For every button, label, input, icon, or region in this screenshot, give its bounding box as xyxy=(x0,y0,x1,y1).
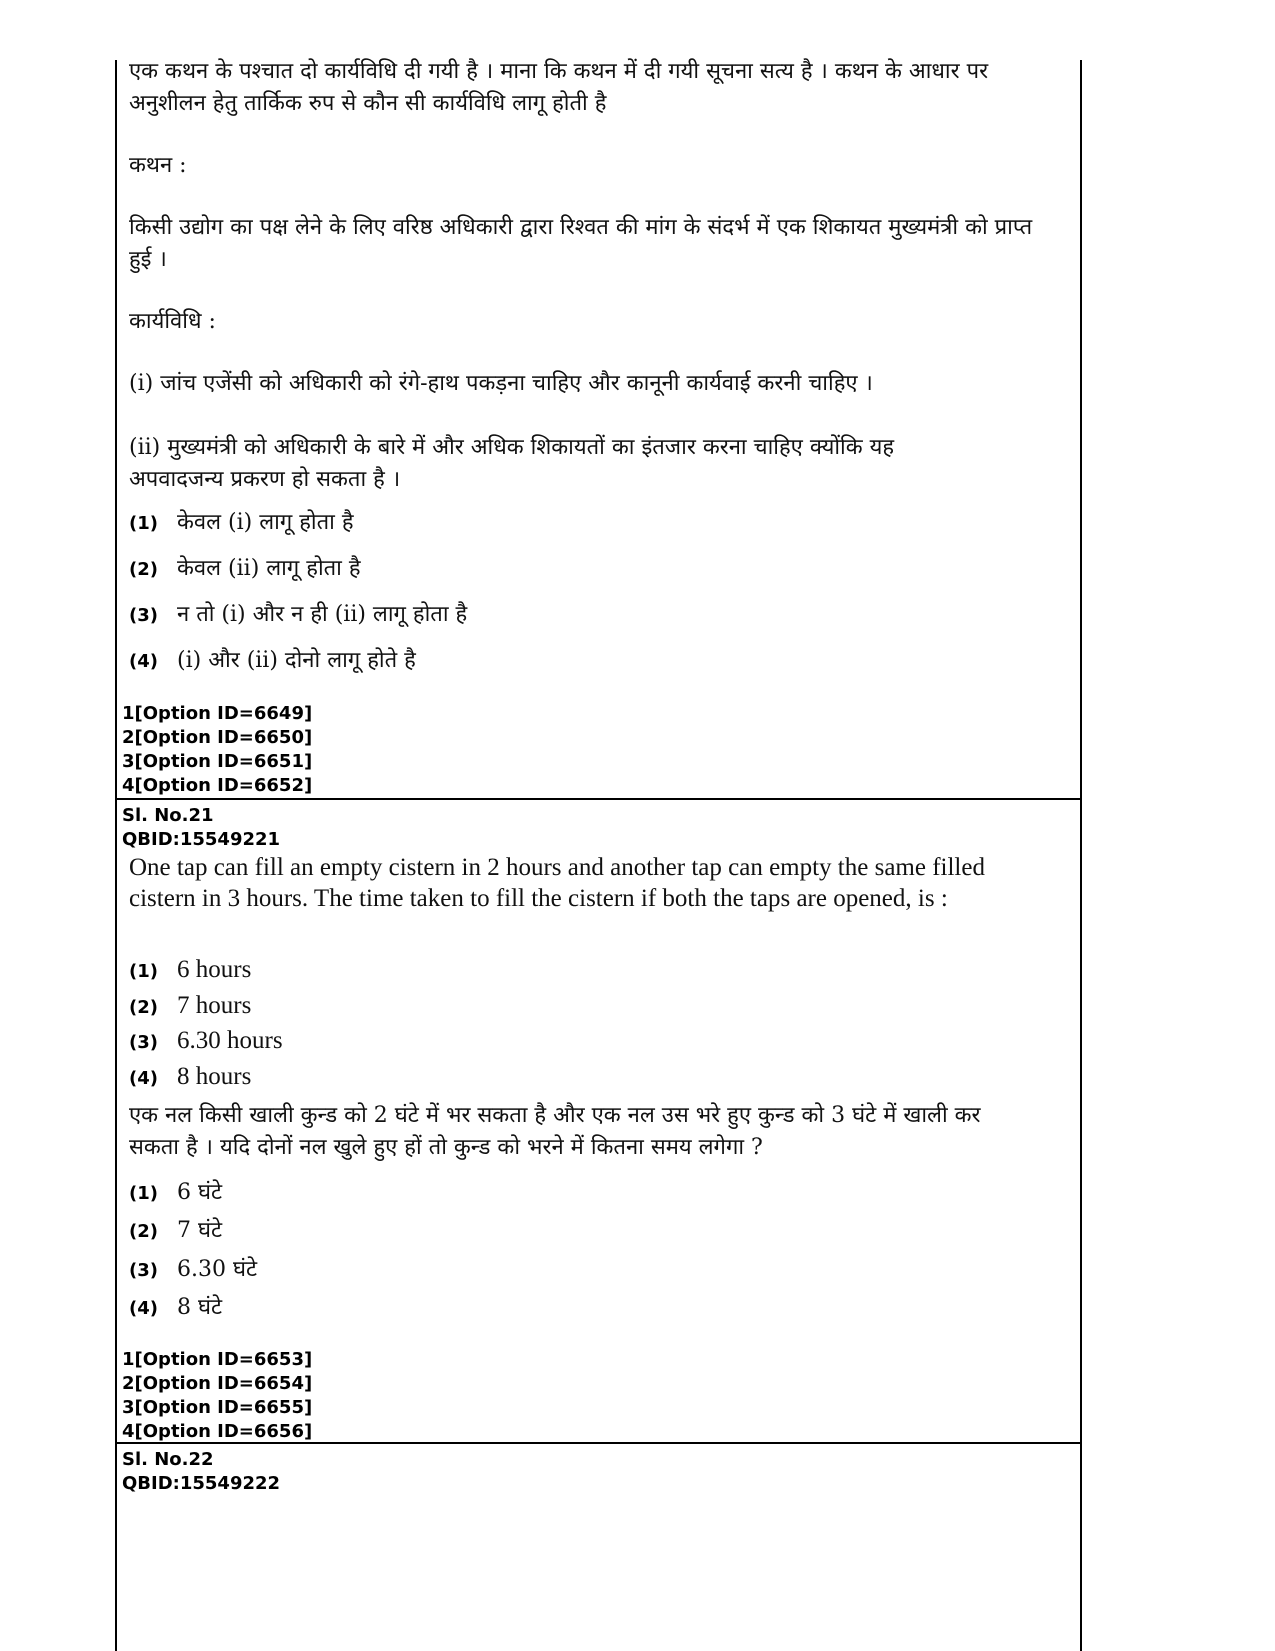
option-id: 3[Option ID=6651] xyxy=(122,751,313,772)
q21-header xyxy=(122,804,280,852)
serial-number: Sl. No.21 xyxy=(122,805,214,826)
option-text: न तो (i) और न ही (ii) लागू होता है xyxy=(177,602,468,627)
option-text: केवल (i) लागू होता है xyxy=(177,510,354,535)
option-id: 1[Option ID=6649] xyxy=(122,703,313,724)
option-id: 3[Option ID=6655] xyxy=(122,1397,313,1418)
q21-question-hi: एक नल किसी खाली कुन्ड को 2 घंटे में भर सकता है और एक नल उस भरे हुए कुन्ड को 3 घंटे में खाली कर सकता है । यदि दोनों नल खुले हुए हों तो कुन्ड को भरने में कितना समय लगेगा ? xyxy=(129,1103,981,1160)
q20-statement-label: कथन : xyxy=(129,153,187,178)
q20-option-2 xyxy=(129,552,361,582)
q20-instruction: एक कथन के पश्चात दो कार्यविधि दी गयी है । माना कि कथन में दी गयी सूचना सत्य है । कथन के आधार पर अनुशीलन हेतु तार्किक रुप से कौन सी कार्यविधि लागू होती है xyxy=(129,59,989,116)
q21-option-en-3 xyxy=(129,1027,283,1055)
option-number: (1) xyxy=(129,1183,158,1204)
qbid: QBID:15549221 xyxy=(122,829,281,850)
option-number: (4) xyxy=(129,651,158,672)
q20-option-1 xyxy=(129,506,354,536)
q21-option-hi-2 xyxy=(129,1214,222,1244)
q20-action-1: (i) जांच एजेंसी को अधिकारी को रंगे-हाथ पकड़ना चाहिए और कानूनी कार्यवाई करनी चाहिए । xyxy=(129,371,873,396)
q20-action-2: (ii) मुख्यमंत्री को अधिकारी के बारे में और अधिक शिकायतों का इंतजार करना चाहिए क्योंकि यह अपवादजन्य प्रकरण हो सकता है । xyxy=(129,435,895,492)
option-text: 7 hours xyxy=(177,992,252,1019)
option-number: (2) xyxy=(129,997,158,1018)
option-text: 7 घंटे xyxy=(177,1218,223,1243)
option-number: (3) xyxy=(129,605,158,626)
q20-option-ids xyxy=(122,702,312,798)
q20-actions-label: कार्यविधि : xyxy=(129,309,216,334)
q20-statement: किसी उद्योग का पक्ष लेने के लिए वरिष्ठ अधिकारी द्वारा रिश्वत की मांग के संदर्भ में एक शिकायत मुख्यमंत्री को प्राप्त हुई । xyxy=(129,215,1033,272)
option-number: (2) xyxy=(129,1221,158,1242)
divider xyxy=(117,1442,1080,1444)
option-number: (4) xyxy=(129,1068,158,1089)
option-text: 8 hours xyxy=(177,1063,252,1090)
option-id: 4[Option ID=6652] xyxy=(122,775,313,796)
q21-option-hi-1 xyxy=(129,1176,222,1206)
option-number: (4) xyxy=(129,1298,158,1319)
option-text: केवल (ii) लागू होता है xyxy=(177,556,361,581)
option-text: 6 hours xyxy=(177,956,252,983)
q21-option-en-1 xyxy=(129,956,251,984)
divider xyxy=(117,798,1080,800)
option-number: (3) xyxy=(129,1260,158,1281)
option-id: 4[Option ID=6656] xyxy=(122,1421,313,1442)
q21-option-hi-4 xyxy=(129,1291,222,1321)
option-text: 6.30 घंटे xyxy=(177,1257,258,1282)
qbid: QBID:15549222 xyxy=(122,1473,281,1494)
serial-number: Sl. No.22 xyxy=(122,1449,214,1470)
option-text: (i) और (ii) दोनो लागू होते है xyxy=(177,648,416,673)
option-number: (3) xyxy=(129,1032,158,1053)
option-text: 8 घंटे xyxy=(177,1295,223,1320)
q20-option-3 xyxy=(129,598,467,628)
q22-header xyxy=(122,1448,280,1496)
q21-option-ids xyxy=(122,1348,312,1444)
option-id: 1[Option ID=6653] xyxy=(122,1349,313,1370)
q21-option-en-2 xyxy=(129,992,251,1020)
q21-option-en-4 xyxy=(129,1063,251,1091)
option-text: 6.30 hours xyxy=(177,1027,283,1054)
option-id: 2[Option ID=6654] xyxy=(122,1373,313,1394)
option-number: (1) xyxy=(129,961,158,982)
option-number: (1) xyxy=(129,513,158,534)
q21-option-hi-3 xyxy=(129,1253,257,1283)
option-number: (2) xyxy=(129,559,158,580)
q20-option-4 xyxy=(129,644,416,674)
question-paper-page xyxy=(115,60,1082,1651)
option-text: 6 घंटे xyxy=(177,1180,223,1205)
q21-question-en: One tap can fill an empty cistern in 2 hours and another tap can empty the same filled cistern in 3 hours. The time taken to fill the cistern if both the taps are opened, is : xyxy=(129,854,985,912)
option-id: 2[Option ID=6650] xyxy=(122,727,313,748)
